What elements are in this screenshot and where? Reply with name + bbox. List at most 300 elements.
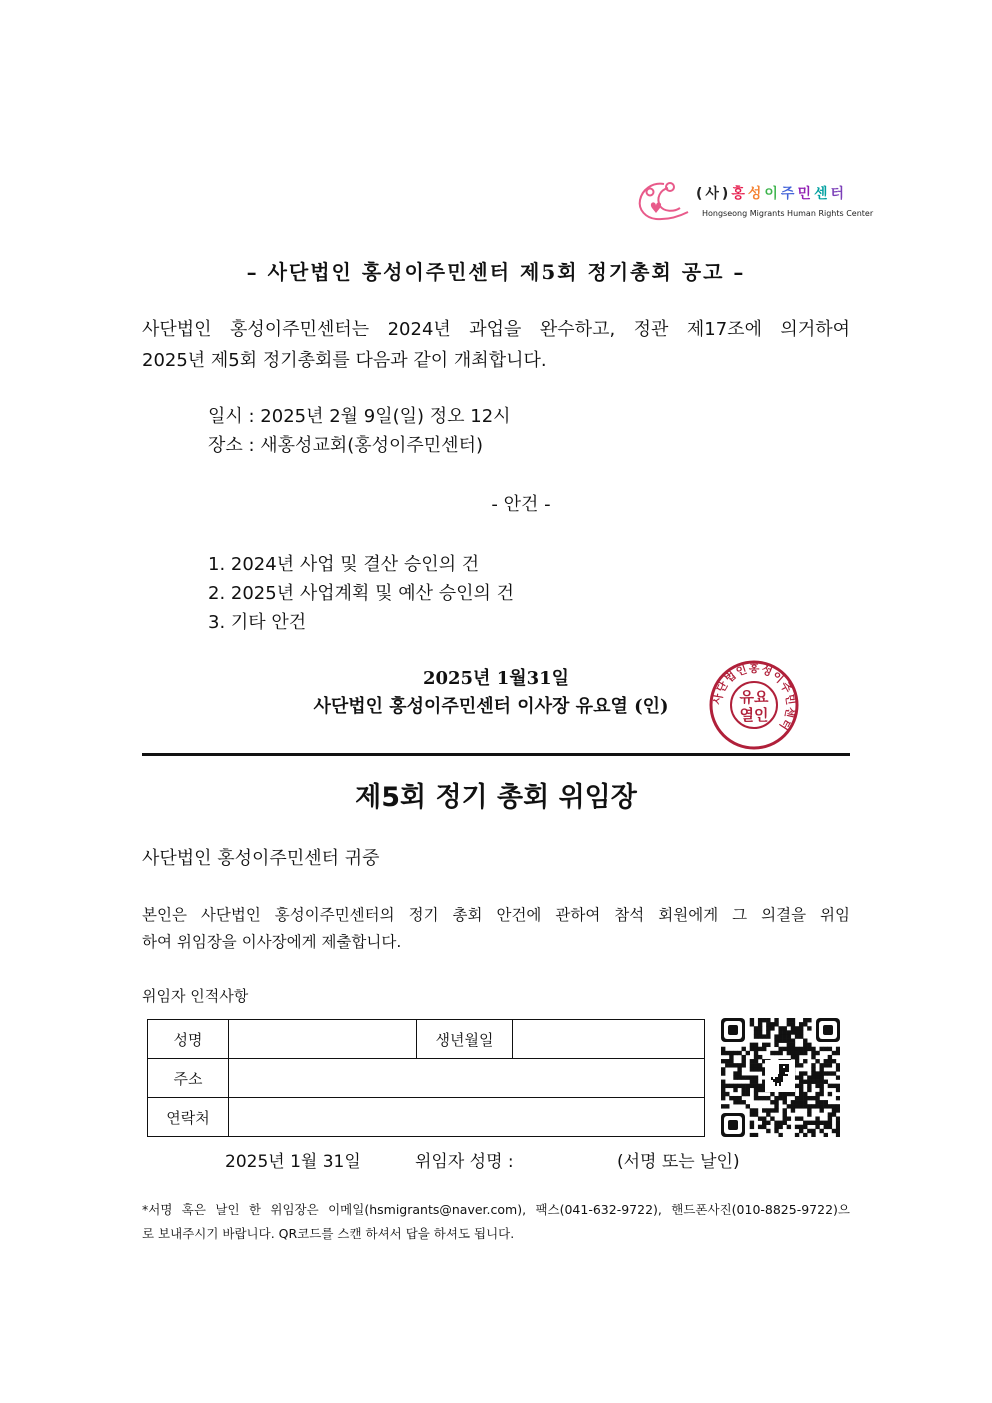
qr-module [828, 1092, 832, 1096]
qr-module [746, 1084, 750, 1088]
qr-module [791, 1043, 795, 1047]
qr-module [815, 1080, 819, 1084]
qr-module [795, 1100, 799, 1104]
qr-module [742, 1055, 746, 1059]
qr-module [733, 1051, 737, 1055]
qr-module [832, 1051, 836, 1055]
proxy-addressee: 사단법인 홍성이주민센터 귀중 [142, 848, 380, 869]
qr-module [778, 1039, 782, 1043]
qr-module [815, 1075, 819, 1079]
proxy-statement-line-1: 본인은 사단법인 홍성이주민센터의 정기 총회 안건에 관하여 참석 회원에게 그 의결을 위임 [142, 906, 850, 924]
qr-module [799, 1125, 803, 1129]
qr-module [799, 1075, 803, 1079]
meeting-venue: 장소 : 새홍성교회(홍성이주민센터) [208, 435, 483, 456]
qr-module [746, 1088, 750, 1092]
qr-module [803, 1047, 807, 1051]
logo-mother-child-icon [634, 178, 696, 224]
qr-module [791, 1055, 795, 1059]
qr-module [799, 1030, 803, 1034]
qr-module [828, 1071, 832, 1075]
qr-module [791, 1039, 795, 1043]
qr-module [733, 1063, 737, 1067]
qr-module [746, 1104, 750, 1108]
qr-module [803, 1133, 807, 1137]
qr-module [725, 1059, 729, 1063]
qr-module [754, 1075, 758, 1079]
qr-module [832, 1084, 836, 1088]
qr-module [832, 1129, 836, 1133]
qr-module [799, 1116, 803, 1120]
qr-module [791, 1026, 795, 1030]
agenda-item: 3. 기타 안건 [208, 612, 307, 633]
qr-module [791, 1030, 795, 1034]
qr-module [766, 1129, 770, 1133]
qr-module [836, 1088, 840, 1092]
qr-module [778, 1121, 782, 1125]
qr-module [828, 1084, 832, 1088]
qr-module [828, 1063, 832, 1067]
qr-module [811, 1129, 815, 1133]
qr-module [787, 1104, 791, 1108]
qr-module [754, 1108, 758, 1112]
qr-module [807, 1075, 811, 1079]
qr-module [783, 1112, 787, 1116]
qr-module [791, 1092, 795, 1096]
qr-module [750, 1112, 754, 1116]
qr-module [787, 1039, 791, 1043]
qr-module [795, 1116, 799, 1120]
qr-module [799, 1047, 803, 1051]
qr-module [819, 1088, 823, 1092]
qr-module [828, 1112, 832, 1116]
qr-module [737, 1096, 741, 1100]
qr-module [770, 1051, 774, 1055]
qr-module [733, 1096, 737, 1100]
qr-module [750, 1133, 754, 1137]
qr-module [758, 1018, 762, 1022]
qr-module [819, 1067, 823, 1071]
qr-module [803, 1022, 807, 1026]
qr-module [803, 1051, 807, 1055]
qr-module [774, 1039, 778, 1043]
qr-module [819, 1084, 823, 1088]
qr-module [778, 1034, 782, 1038]
qr-module [815, 1059, 819, 1063]
qr-module [824, 1104, 828, 1108]
qr-module [742, 1092, 746, 1096]
qr-module [819, 1047, 823, 1051]
contact-label: 연락처 [148, 1098, 229, 1137]
qr-module [737, 1084, 741, 1088]
qr-module [807, 1043, 811, 1047]
qr-module [725, 1063, 729, 1067]
qr-module [725, 1084, 729, 1088]
qr-module [733, 1100, 737, 1104]
qr-module [815, 1125, 819, 1129]
qr-module [828, 1121, 832, 1125]
footnote-line-1: *서명 혹은 날인 한 위임장은 이메일(hsmigrants@naver.com), 팩스(041-632-9722), 핸드폰사진(010-8825-9722)으 [142, 1202, 850, 1217]
organization-logo [634, 178, 874, 228]
qr-module [836, 1096, 840, 1100]
notice-title: – 사단법인 홍성이주민센터 제5회 정기총회 공고 – [246, 260, 746, 284]
qr-module [746, 1092, 750, 1096]
qr-module [754, 1112, 758, 1116]
qr-module [774, 1018, 778, 1022]
qr-module [783, 1116, 787, 1120]
qr-module [758, 1063, 762, 1067]
seal-stamp-icon [708, 660, 800, 750]
qr-module [795, 1026, 799, 1030]
proxy-title: 제5회 정기 총회 위임장 [355, 782, 637, 813]
qr-module [774, 1104, 778, 1108]
qr-module [729, 1096, 733, 1100]
qr-module [754, 1047, 758, 1051]
qr-module [774, 1121, 778, 1125]
qr-module [807, 1129, 811, 1133]
qr-module [795, 1059, 799, 1063]
proxy-statement [142, 902, 850, 956]
qr-module [758, 1022, 762, 1026]
qr-module [832, 1112, 836, 1116]
qr-module [811, 1080, 815, 1084]
qr-module [836, 1047, 840, 1051]
qr-module [754, 1133, 758, 1137]
qr-module [807, 1084, 811, 1088]
qr-module [819, 1100, 823, 1104]
qr-module [721, 1104, 725, 1108]
qr-module [807, 1112, 811, 1116]
qr-module [754, 1088, 758, 1092]
qr-module [799, 1092, 803, 1096]
qr-module [836, 1075, 840, 1079]
qr-module [799, 1071, 803, 1075]
qr-module [778, 1030, 782, 1034]
qr-module [774, 1100, 778, 1104]
qr-module [750, 1125, 754, 1129]
qr-module [815, 1116, 819, 1120]
qr-module [721, 1096, 725, 1100]
qr-module [770, 1022, 774, 1026]
qr-module [766, 1026, 770, 1030]
qr-module [799, 1051, 803, 1055]
qr-module [819, 1075, 823, 1079]
qr-module [774, 1129, 778, 1133]
qr-module [807, 1047, 811, 1051]
qr-module [828, 1059, 832, 1063]
notice-signature: 사단법인 홍성이주민센터 이사장 유요열 (인) [313, 696, 669, 717]
qr-module [766, 1034, 770, 1038]
qr-module [811, 1071, 815, 1075]
meeting-datetime: 일시 : 2025년 2월 9일(일) 정오 12시 [208, 406, 511, 427]
qr-module [828, 1125, 832, 1129]
qr-module [795, 1075, 799, 1079]
qr-module [824, 1071, 828, 1075]
qr-module [791, 1104, 795, 1108]
qr-module [758, 1030, 762, 1034]
footnote [142, 1198, 850, 1246]
qr-module [762, 1096, 766, 1100]
qr-module [828, 1104, 832, 1108]
qr-module [815, 1092, 819, 1096]
qr-module [733, 1075, 737, 1079]
qr-module [721, 1059, 725, 1063]
qr-module [746, 1075, 750, 1079]
qr-code-icon[interactable] [721, 1018, 840, 1137]
proxy-sign-method: (서명 또는 날인) [617, 1152, 740, 1172]
qr-module [737, 1071, 741, 1075]
qr-module [758, 1116, 762, 1120]
qr-module [787, 1043, 791, 1047]
qr-module [824, 1121, 828, 1125]
qr-module [778, 1051, 782, 1055]
qr-module [774, 1043, 778, 1047]
qr-module [807, 1080, 811, 1084]
qr-module [828, 1055, 832, 1059]
qr-module [766, 1018, 770, 1022]
qr-module [819, 1080, 823, 1084]
qr-module [787, 1022, 791, 1026]
qr-module [824, 1063, 828, 1067]
qr-module [721, 1047, 725, 1051]
qr-module [819, 1129, 823, 1133]
qr-module [807, 1121, 811, 1125]
qr-module [815, 1104, 819, 1108]
notice-intro-line-1: 사단법인 홍성이주민센터는 2024년 과업을 완수하고, 정관 제17조에 의거하여 [142, 319, 850, 340]
qr-module [754, 1067, 758, 1071]
qr-module [811, 1067, 815, 1071]
contact-field[interactable] [229, 1098, 705, 1137]
section-divider [142, 753, 850, 756]
qr-module [754, 1055, 758, 1059]
qr-module [807, 1096, 811, 1100]
qr-module [770, 1026, 774, 1030]
qr-module [824, 1059, 828, 1063]
qr-module [758, 1125, 762, 1129]
qr-module [791, 1051, 795, 1055]
notice-intro-line-2: 2025년 제5회 정기총회를 다음과 같이 개최합니다. [142, 350, 547, 371]
qr-module [791, 1108, 795, 1112]
qr-module [803, 1104, 807, 1108]
qr-module [750, 1047, 754, 1051]
qr-module [766, 1096, 770, 1100]
qr-module [737, 1051, 741, 1055]
qr-module [787, 1034, 791, 1038]
qr-module [811, 1063, 815, 1067]
birth-field[interactable] [513, 1020, 705, 1059]
qr-module [783, 1026, 787, 1030]
qr-module [824, 1125, 828, 1129]
qr-module [766, 1043, 770, 1047]
qr-module [815, 1121, 819, 1125]
agenda-list [208, 550, 514, 637]
qr-module [799, 1129, 803, 1133]
qr-module [729, 1051, 733, 1055]
qr-module [795, 1047, 799, 1051]
qr-module [815, 1071, 819, 1075]
qr-module [766, 1030, 770, 1034]
qr-module [819, 1121, 823, 1125]
qr-module [758, 1084, 762, 1088]
qr-module [774, 1022, 778, 1026]
qr-module [811, 1047, 815, 1051]
qr-module [815, 1051, 819, 1055]
qr-module [750, 1018, 754, 1022]
qr-module [758, 1026, 762, 1030]
qr-module [721, 1080, 725, 1084]
qr-module [807, 1108, 811, 1112]
qr-module [836, 1063, 840, 1067]
qr-module [774, 1051, 778, 1055]
qr-module [774, 1034, 778, 1038]
qr-module [819, 1108, 823, 1112]
qr-module [836, 1121, 840, 1125]
qr-module [737, 1075, 741, 1079]
seal-inner-text-2: 열인 [739, 706, 769, 724]
qr-module [795, 1051, 799, 1055]
qr-module [807, 1026, 811, 1030]
qr-module [778, 1026, 782, 1030]
qr-module [799, 1080, 803, 1084]
qr-module [783, 1039, 787, 1043]
qr-module [754, 1030, 758, 1034]
address-label: 주소 [148, 1059, 229, 1098]
qr-module [791, 1022, 795, 1026]
footnote-line-2: 로 보내주시기 바랍니다. QR코드를 스캔 하셔서 답을 하셔도 됩니다. [142, 1226, 515, 1241]
qr-module [795, 1084, 799, 1088]
qr-module [725, 1051, 729, 1055]
qr-module [758, 1055, 762, 1059]
qr-module [824, 1100, 828, 1104]
qr-module [795, 1034, 799, 1038]
qr-module [754, 1059, 758, 1063]
notice-intro [142, 314, 850, 376]
qr-module [836, 1108, 840, 1112]
qr-module [791, 1100, 795, 1104]
qr-module [721, 1092, 725, 1096]
qr-module [754, 1063, 758, 1067]
qr-module [832, 1108, 836, 1112]
qr-module [836, 1133, 840, 1137]
qr-module [762, 1121, 766, 1125]
qr-module [754, 1080, 758, 1084]
qr-module [774, 1108, 778, 1112]
qr-module [758, 1047, 762, 1051]
qr-module [819, 1063, 823, 1067]
qr-module [762, 1018, 766, 1022]
meeting-info [208, 402, 511, 460]
qr-module [750, 1067, 754, 1071]
qr-module [824, 1080, 828, 1084]
qr-module [754, 1092, 758, 1096]
qr-module [795, 1125, 799, 1129]
qr-module [729, 1055, 733, 1059]
qr-module [828, 1047, 832, 1051]
qr-module [795, 1104, 799, 1108]
qr-module [836, 1084, 840, 1088]
qr-module [770, 1092, 774, 1096]
qr-module [737, 1100, 741, 1104]
qr-module [787, 1116, 791, 1120]
qr-module [721, 1071, 725, 1075]
qr-module [762, 1047, 766, 1051]
qr-module [803, 1080, 807, 1084]
qr-module [742, 1100, 746, 1104]
qr-module [766, 1022, 770, 1026]
qr-module [803, 1096, 807, 1100]
notice-date: 2025년 1월31일 [422, 668, 570, 689]
logo-korean-name: (사)홍성이주민센터 [696, 186, 848, 202]
qr-module [815, 1096, 819, 1100]
qr-module [762, 1125, 766, 1129]
qr-module [766, 1121, 770, 1125]
qr-module [832, 1104, 836, 1108]
agenda-heading: - 안건 - [491, 494, 551, 515]
seal-inner-text-1: 유요 [739, 688, 769, 706]
qr-module [791, 1018, 795, 1022]
birth-label: 생년월일 [417, 1020, 513, 1059]
qr-module [729, 1059, 733, 1063]
qr-module [803, 1121, 807, 1125]
qr-module [725, 1104, 729, 1108]
qr-module [811, 1096, 815, 1100]
qr-module [742, 1047, 746, 1051]
qr-module [787, 1051, 791, 1055]
qr-module [729, 1084, 733, 1088]
qr-module [799, 1022, 803, 1026]
qr-module [795, 1030, 799, 1034]
qr-module [799, 1088, 803, 1092]
qr-module [778, 1047, 782, 1051]
qr-module [770, 1100, 774, 1104]
name-field[interactable] [229, 1020, 417, 1059]
address-field[interactable] [229, 1059, 705, 1098]
qr-module [733, 1071, 737, 1075]
qr-module [836, 1104, 840, 1108]
qr-module [750, 1080, 754, 1084]
qr-module [803, 1092, 807, 1096]
qr-module [836, 1116, 840, 1120]
qr-module [787, 1125, 791, 1129]
qr-module [807, 1104, 811, 1108]
agenda-item: 2. 2025년 사업계획 및 예산 승인의 건 [208, 583, 514, 604]
qr-module [819, 1092, 823, 1096]
qr-module [828, 1116, 832, 1120]
qr-module [799, 1096, 803, 1100]
qr-module [836, 1051, 840, 1055]
qr-module [799, 1104, 803, 1108]
qr-module [815, 1084, 819, 1088]
qr-module [799, 1026, 803, 1030]
qr-module [803, 1071, 807, 1075]
qr-module [742, 1075, 746, 1079]
qr-module [803, 1100, 807, 1104]
qr-module [803, 1059, 807, 1063]
qr-module [811, 1121, 815, 1125]
qr-module [778, 1096, 782, 1100]
qr-module [733, 1084, 737, 1088]
qr-module [807, 1018, 811, 1022]
qr-module [803, 1039, 807, 1043]
qr-module [803, 1043, 807, 1047]
qr-module [729, 1063, 733, 1067]
qr-module [754, 1034, 758, 1038]
qr-module [778, 1125, 782, 1129]
qr-module [766, 1108, 770, 1112]
qr-module [750, 1121, 754, 1125]
qr-module [737, 1063, 741, 1067]
qr-module [721, 1051, 725, 1055]
qr-module [799, 1034, 803, 1038]
